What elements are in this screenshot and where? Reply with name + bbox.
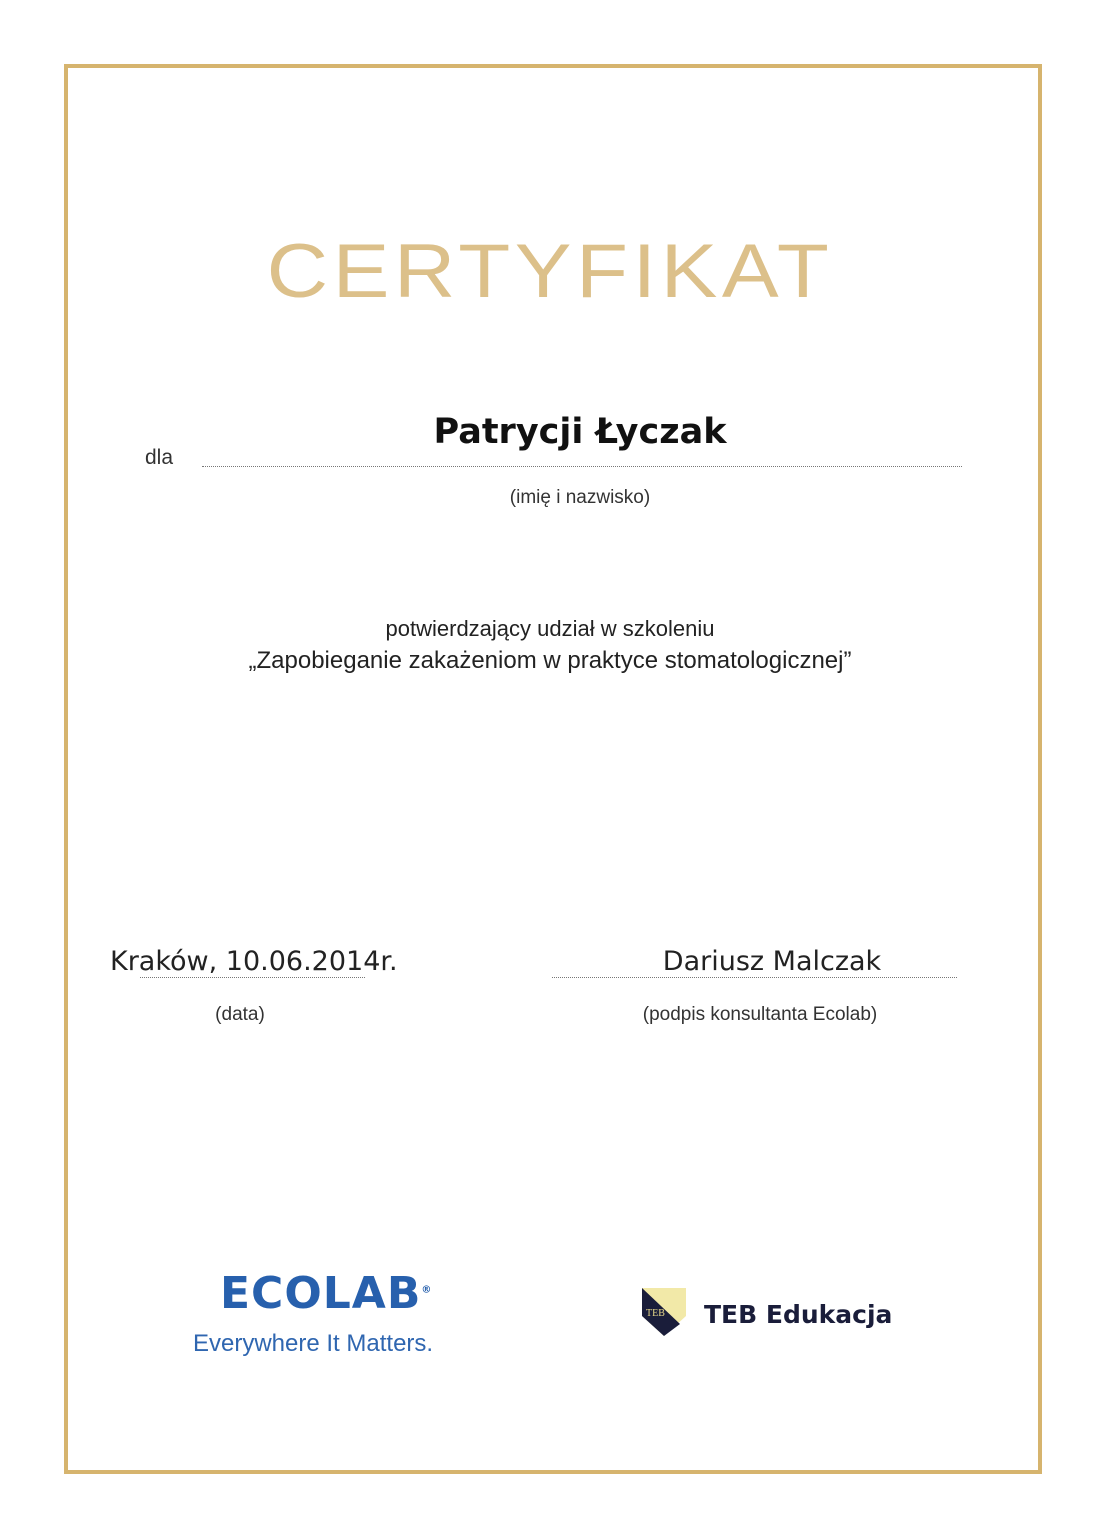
place-date: Kraków, 10.06.2014r.	[110, 946, 398, 977]
ecolab-logo-text: ECOLAB	[220, 1268, 422, 1319]
name-hint: (imię i nazwisko)	[509, 487, 651, 508]
signature-dotted-line	[552, 977, 957, 978]
ecolab-registered-mark: ®	[421, 1284, 433, 1296]
recipient-prefix: dla	[145, 446, 174, 469]
training-title: „Zapobieganie zakażeniom w praktyce stomatologicznej”	[248, 647, 852, 674]
date-dotted-line	[140, 977, 365, 978]
teb-edukacja-logo-text: TEB Edukacja	[704, 1300, 893, 1329]
signature-name: Dariusz Malczak	[662, 946, 882, 977]
signature-hint: (podpis konsultanta Ecolab)	[642, 1004, 878, 1025]
ecolab-logo	[220, 1268, 432, 1319]
teb-logo-mark: TEB	[646, 1308, 665, 1319]
ecolab-tagline: Everywhere It Matters.	[193, 1330, 434, 1357]
name-dotted-line	[202, 466, 962, 467]
recipient-name: Patrycji Łyczak	[433, 412, 727, 452]
teb-logo-icon	[640, 1286, 688, 1343]
certificate-title: CERTYFIKAT	[266, 229, 834, 314]
confirmation-text: potwierdzający udział w szkoleniu	[385, 616, 715, 641]
date-hint: (data)	[215, 1004, 265, 1025]
